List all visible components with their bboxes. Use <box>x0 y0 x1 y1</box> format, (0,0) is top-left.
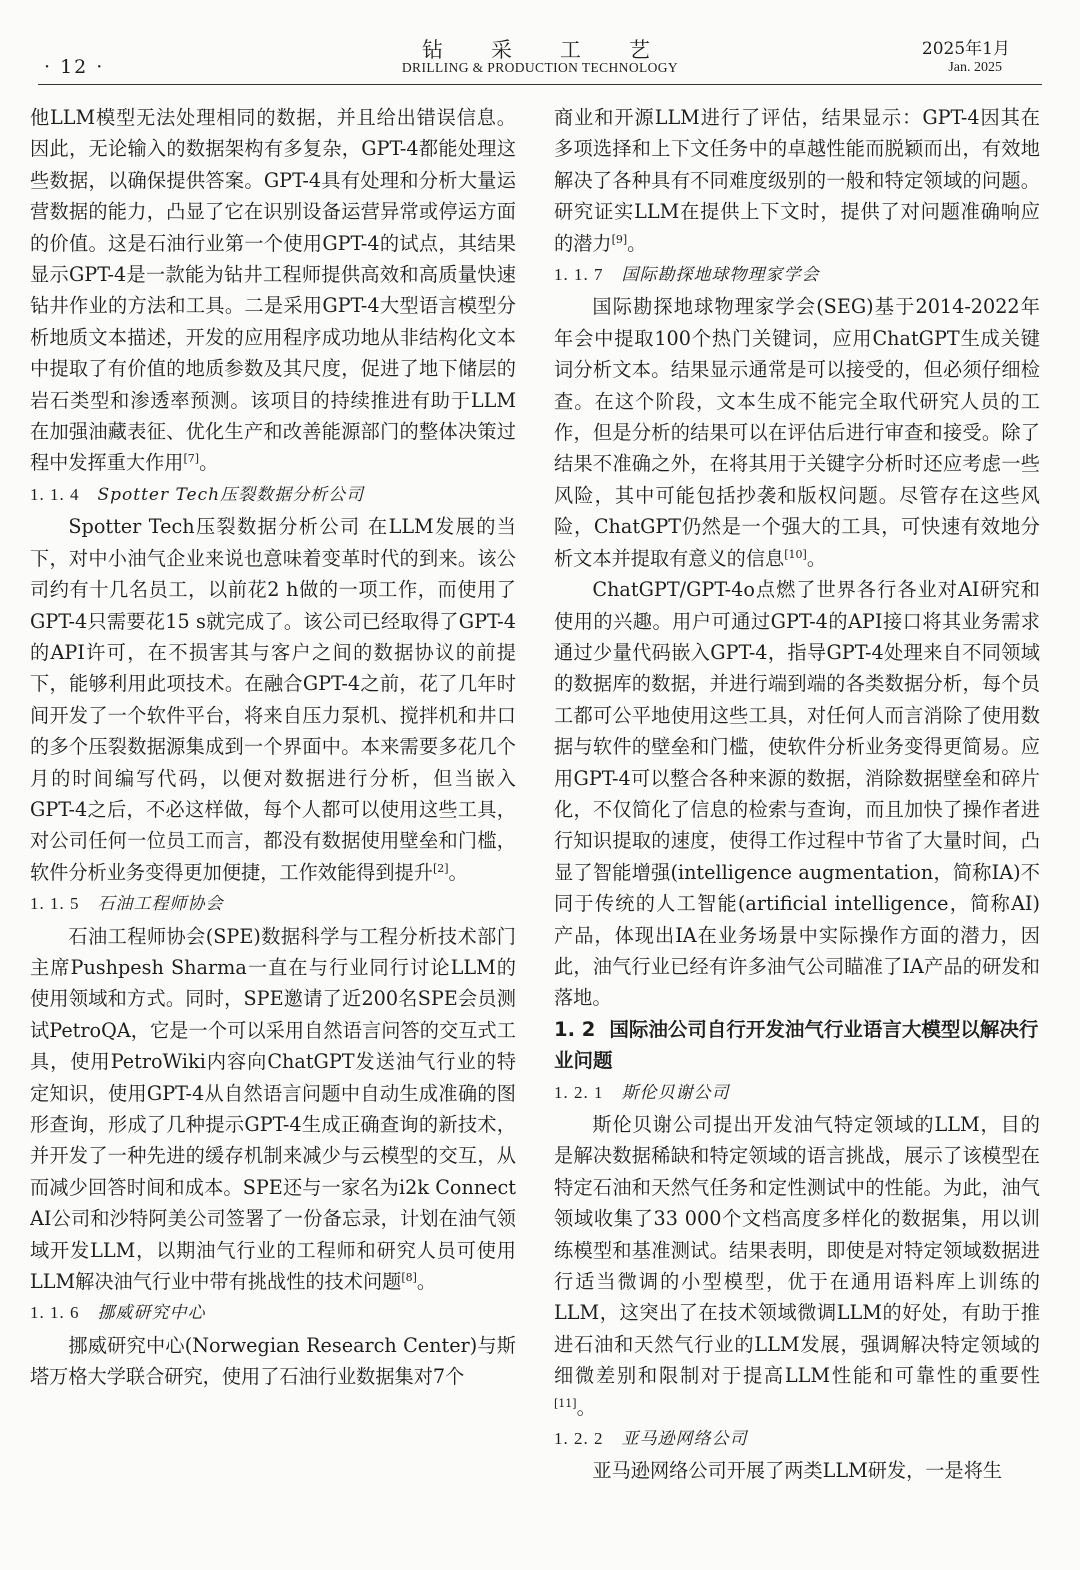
section-heading-1-1-4: 1. 1. 4 Spotter Tech压裂数据分析公司 <box>30 484 365 505</box>
section-heading-1-2-2: 1. 2. 2 亚马逊网络公司 <box>554 1429 748 1450</box>
section-heading-1-1-6: 1. 1. 6 挪威研究中心 <box>30 1303 206 1324</box>
issue-date-en: Jan. 2025 <box>948 60 1002 75</box>
section-heading-1-1-7: 1. 1. 7 国际勘探地球物理家学会 <box>554 265 820 286</box>
header-rule <box>38 84 1042 85</box>
right-column <box>554 102 1040 1562</box>
paragraph: 他LLM模型无法处理相同的数据，并且给出错误信息。因此，无论输入的数据架构有多复杂，GPT-4都能处理这些数据，以确保提供答案。GPT-4具有处理和分析大量运营数据的能力，凸显了它在识别设备运营异常或停运方面的价值。这是石油行业第一个使用GPT-4的试点，其结果显示GPT-4是一款能为钻井工程师提供高效和高质量快速钻井作业的方法和工具。二是采用GPT-4大型语言模型分析地质文本描述，开发的应用程序成功地从非结构化文本中提取了有价值的地质参数及其尺度，促进了地下储层的岩石类型和渗透率预测。该项目的持续推进有助于LLM在加强油藏表征、优化生产和改善能源部门的整体决策过程中发挥重大作用[7]。 <box>30 106 516 475</box>
citation[interactable]: [10] <box>784 547 807 561</box>
journal-title-cn: 钻采工艺 <box>422 38 698 62</box>
page-number: · 12 · <box>44 56 105 78</box>
paragraph: ChatGPT/GPT-4o点燃了世界各行各业对AI研究和使用的兴趣。用户可通过GPT-4的API接口将其业务需求通过少量代码嵌入GPT-4，指导GPT-4处理来自不同领域的数据库的数据，并进行端到端的各类数据分析，每个员工都可公平地使用这些工具，对任何人而言消除了使用数据与软件的壁垒和门槛，使软件分析业务变得更简易。应用GPT-4可以整合各种来源的数据，消除数据壁垒和碎片化，不仅简化了信息的检索与查询，而且加快了操作者进行知识提取的速度，使得工作过程中节省了大量时间，凸显了智能增强(intelligence augmentation，简称IA)不同于传统的人工智能(artificial intelligence，简称AI)产品，体现出IA在业务场景中实际操作方面的潜力，因此，油气行业已经有许多油气公司瞄准了IA产品的研发和落地。 <box>554 578 1040 1010</box>
citation[interactable]: [11] <box>554 1396 577 1410</box>
journal-title-en: DRILLING & PRODUCTION TECHNOLOGY <box>401 60 679 75</box>
paragraph: 商业和开源LLM进行了评估，结果显示：GPT-4因其在多项选择和上下文任务中的卓越性能而脱颖而出，有效地解决了各种具有不同难度级别的一般和特定领域的问题。研究证实LLM在提供上下文时，提供了对问题准确响应的潜力[9]。 <box>554 106 1040 255</box>
citation[interactable]: [9] <box>611 232 628 246</box>
section-heading-1-2-1: 1. 2. 1 斯伦贝谢公司 <box>554 1082 730 1103</box>
citation[interactable]: [7] <box>183 452 200 466</box>
paragraph: 斯伦贝谢公司提出开发油气特定领域的LLM，目的是解决数据稀缺和特定领域的语言挑战，展示了该模型在特定石油和天然气任务和定性测试中的性能。为此，油气领域收集了33 000个文档高度多样化的数据集，用以训练模型和基准测试。结果表明，即使是对特定领域数据进行适当微调的小型模型，优于在通用语料库上训练的LLM，这突出了在技术领域微调LLM的好处，有助于推进石油和天然气行业的LLM发展，强调解决特定领域的细微差别和限制对于提高LLM性能和可靠性的重要性[11]。 <box>554 1113 1040 1419</box>
issue-date-cn: 2025年1月 <box>921 39 1010 59</box>
citation[interactable]: [8] <box>401 1271 417 1285</box>
section-heading-1-2: 1. 2 国际油公司自行开发油气行业语言大模型以解决行业问题 <box>554 1017 1039 1073</box>
paragraph: 石油工程师协会(SPE)数据科学与工程分析技术部门主席Pushpesh Sharma一直在与行业同行讨论LLM的使用领域和方式。同时，SPE邀请了近200名SPE会员测试PetroQA，它是一个可以采用自然语言问答的交互式工具，使用PetroWiki内容向ChatGPT发送油气行业的特定知识，使用GPT-4从自然语言问题中自动生成准确的图形查询，形成了几种提示GPT-4生成正确查询的新技术，并开发了一种先进的缓存机制来减少与云模型的交互，从而减少回答时间和成本。SPE还与一家名为i2k Connect AI公司和沙特阿美公司签署了一份备忘录，计划在油气领域开发LLM，以期油气行业的工程师和研究人员可使用LLM解决油气行业中带有挑战性的技术问题[8]。 <box>30 924 516 1294</box>
left-column <box>30 102 516 1562</box>
paragraph: 挪威研究中心(Norwegian Research Center)与斯塔万格大学联合研究，使用了石油行业数据集对7个 <box>30 1333 516 1389</box>
paragraph: 国际勘探地球物理家学会(SEG)基于2014-2022年年会中提取100个热门关键词，应用ChatGPT生成关键词分析文本。结果显示通常是可以接受的，但必须仔细检查。在这个阶段，文本生成不能完全取代研究人员的工作，但是分析的结果可以在评估后进行审查和接受。除了结果不准确之外，在将其用于关键字分析时还应考虑一些风险，其中可能包括抄袭和版权问题。尽管存在这些风险，ChatGPT仍然是一个强大的工具，可快速有效地分析文本并提取有意义的信息[10]。 <box>554 295 1040 570</box>
section-heading-1-1-5: 1. 1. 5 石油工程师协会 <box>30 894 224 915</box>
page-header <box>0 0 1080 90</box>
paragraph: Spotter Tech压裂数据分析公司 在LLM发展的当下，对中小油气企业来说也意味着变革时代的到来。该公司约有十几名员工，以前花2 h做的一项工作，而使用了GPT-4只需要花15 s就完成了。该公司已经取得了GPT-4的API许可，在不损害其与客户之间的数据协议的前提下，能够利用此项技术。在融合GPT-4之前，花了几年时间开发了一个软件平台，将来自压力泵机、搅拌机和井口的多个压裂数据源集成到一个界面中。本来需要多花几个月的时间编写代码，以便对数据进行分析，但当嵌入GPT-4之后，不必这样做，每个人都可以使用这些工具，对公司任何一位员工而言，都没有数据使用壁垒和门槛，软件分析业务变得更加便捷，工作效能得到提升[2]。 <box>30 515 516 884</box>
citation[interactable]: [2] <box>432 861 449 875</box>
paragraph: 亚马逊网络公司开展了两类LLM研发，一是将生 <box>592 1459 1003 1483</box>
